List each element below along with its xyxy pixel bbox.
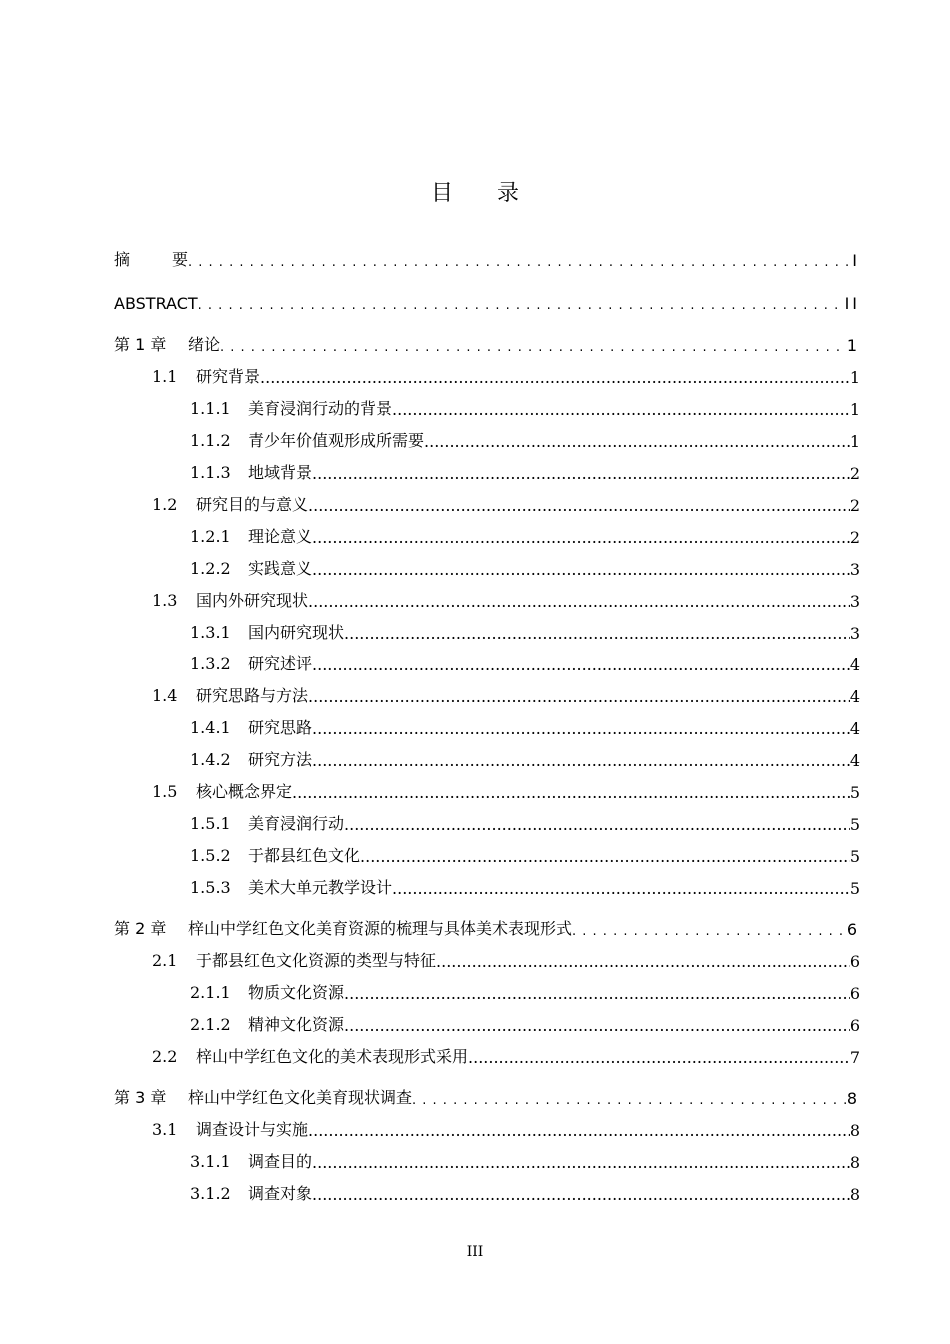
toc-entry-page: 2 — [849, 496, 860, 515]
toc-entry-title: 要 — [172, 250, 189, 269]
toc-entry-title: 核心概念界定 — [196, 782, 293, 801]
toc-entry-chapter-1[interactable] — [114, 329, 860, 355]
toc-entry-section[interactable] — [152, 1114, 860, 1140]
toc-entry-subsection[interactable] — [190, 553, 860, 579]
toc-entry-subsection[interactable] — [190, 521, 860, 547]
toc-entry-number: 1.1 — [152, 367, 178, 386]
toc-entry-number: 2.1.2 — [190, 1015, 231, 1034]
toc-entry-abstract-en[interactable] — [114, 287, 860, 313]
toc-entry-number: 第 1 章 — [114, 335, 167, 354]
toc-entry-title: 于都县红色文化 — [248, 846, 361, 865]
toc-entry-subsection[interactable] — [190, 744, 860, 770]
toc-entry-page: 8 — [849, 1121, 860, 1140]
toc-entry-number: 1.5 — [152, 782, 178, 801]
dot-leader — [312, 751, 850, 770]
toc-entry-page: 2 — [849, 464, 860, 483]
toc-entry-title: 实践意义 — [248, 559, 313, 578]
dot-leader — [436, 952, 850, 971]
toc-entry-page: 1 — [846, 336, 860, 355]
dot-leader — [344, 984, 850, 1003]
toc-entry-subsection[interactable] — [190, 1178, 860, 1204]
dot-leader — [424, 432, 850, 451]
toc-entry-number: 1.3.1 — [190, 623, 231, 642]
dot-leader — [344, 624, 850, 643]
toc-entry-title: 研究目的与意义 — [196, 495, 309, 514]
dot-leader — [392, 879, 850, 898]
toc-entry-page: 4 — [849, 751, 860, 770]
toc-entry-number: 1.5.1 — [190, 814, 231, 833]
toc-entry-section[interactable] — [152, 489, 860, 515]
dot-leader — [312, 528, 850, 547]
toc-entry-title: 调查对象 — [248, 1184, 313, 1203]
toc-entry-page: 7 — [849, 1048, 860, 1067]
toc-entry-chapter-2[interactable] — [114, 913, 860, 939]
toc-entry-page: 3 — [849, 624, 860, 643]
toc-entry-section[interactable] — [152, 361, 860, 387]
toc-entry-page: I — [852, 251, 860, 270]
dot-leader — [312, 655, 850, 674]
dot-leader — [312, 560, 850, 579]
toc-entry-abstract-cn[interactable] — [114, 244, 860, 270]
toc-entry-number: 3.1.2 — [190, 1184, 231, 1203]
dot-leader — [308, 687, 850, 706]
dot-leader — [198, 294, 845, 313]
dot-leader — [468, 1048, 850, 1067]
dot-leader — [308, 592, 850, 611]
toc-entry-title: 绪论 — [188, 335, 221, 354]
toc-entry-number: 1.5.3 — [190, 878, 231, 897]
toc-entry-page: 5 — [849, 815, 860, 834]
toc-entry-number: 1.2 — [152, 495, 178, 514]
dot-leader — [312, 1153, 850, 1172]
toc-entry-page: 4 — [849, 719, 860, 738]
toc-entry-number: 3.1 — [152, 1120, 178, 1139]
toc-entry-subsection[interactable] — [190, 1146, 860, 1172]
toc-entry-section[interactable] — [152, 1041, 860, 1067]
toc-entry-title: 国内研究现状 — [248, 623, 345, 642]
toc-entry-number: 1.4.1 — [190, 718, 231, 737]
dot-leader — [312, 1185, 850, 1204]
toc-entry-number: 1.3 — [152, 591, 178, 610]
toc-entry-section[interactable] — [152, 680, 860, 706]
toc-entry-number: 摘 — [114, 250, 131, 269]
toc-entry-section[interactable] — [152, 945, 860, 971]
toc-entry-title: 梓山中学红色文化美育现状调查 — [188, 1088, 413, 1107]
toc-entry-title: 研究背景 — [196, 367, 261, 386]
toc-entry-page: 6 — [849, 1016, 860, 1035]
toc-entry-page: 4 — [849, 655, 860, 674]
toc-entry-chapter-3[interactable] — [114, 1082, 860, 1108]
toc-entry-title: 美育浸润行动的背景 — [248, 399, 393, 418]
dot-leader — [312, 464, 850, 483]
toc-title: 目录 — [430, 181, 563, 206]
toc-entry-title: 研究思路 — [248, 718, 313, 737]
dot-leader — [312, 719, 850, 738]
toc-entry-title: 美育浸润行动 — [248, 814, 345, 833]
dot-leader — [188, 251, 852, 270]
dot-leader — [308, 496, 850, 515]
toc-entry-subsection[interactable] — [190, 977, 860, 1003]
toc-entry-title: 梓山中学红色文化美育资源的梳理与具体美术表现形式 — [188, 919, 573, 938]
toc-entry-number: 1.4 — [152, 686, 178, 705]
toc-entry-number: 1.2.2 — [190, 559, 231, 578]
toc-entry-subsection[interactable] — [190, 648, 860, 674]
toc-entry-number: 2.1.1 — [190, 983, 231, 1002]
toc-entry-subsection[interactable] — [190, 1009, 860, 1035]
dot-leader — [292, 783, 850, 802]
toc-entry-title: 青少年价值观形成所需要 — [248, 431, 425, 450]
toc-entry-number: 3.1.1 — [190, 1152, 231, 1171]
toc-entry-subsection[interactable] — [190, 712, 860, 738]
toc-entry-number: 1.5.2 — [190, 846, 231, 865]
toc-entry-number: 1.3.2 — [190, 654, 231, 673]
dot-leader — [412, 1089, 847, 1108]
toc-entry-title: 物质文化资源 — [248, 983, 345, 1002]
toc-entry-title: 国内外研究现状 — [196, 591, 309, 610]
dot-leader — [360, 847, 850, 866]
toc-entry-page: 3 — [849, 560, 860, 579]
toc-entry-page: 1 — [849, 368, 860, 387]
toc-entry-number: 第 3 章 — [114, 1088, 167, 1107]
dot-leader — [308, 1121, 850, 1140]
toc-entry-subsection[interactable] — [190, 457, 860, 483]
dot-leader — [392, 400, 850, 419]
toc-entry-subsection[interactable] — [190, 808, 860, 834]
toc-entry-title: 地域背景 — [248, 463, 313, 482]
toc-entry-title: 调查目的 — [248, 1152, 313, 1171]
toc-entry-page: 6 — [849, 952, 860, 971]
toc-entry-section[interactable] — [152, 776, 860, 802]
dot-leader — [220, 336, 847, 355]
toc-entry-subsection[interactable] — [190, 872, 860, 898]
toc-entry-page: 6 — [846, 920, 860, 939]
toc-entry-section[interactable] — [152, 585, 860, 611]
dot-leader — [572, 920, 847, 939]
toc-entry-page: 5 — [849, 879, 860, 898]
toc-entry-page: 8 — [849, 1185, 860, 1204]
toc-entry-number: 1.4.2 — [190, 750, 231, 769]
toc-entry-page: 8 — [846, 1089, 860, 1108]
toc-entry-number: 2.2 — [152, 1047, 178, 1066]
toc-entry-title: 于都县红色文化资源的类型与特征 — [196, 951, 437, 970]
dot-leader — [344, 1016, 850, 1035]
toc-entry-title: 精神文化资源 — [248, 1015, 345, 1034]
toc-entry-subsection[interactable] — [190, 617, 860, 643]
toc-entry-page: 8 — [849, 1153, 860, 1172]
toc-entry-title: 美术大单元教学设计 — [248, 878, 393, 897]
toc-entry-subsection[interactable] — [190, 425, 860, 451]
toc-entry-title: 梓山中学红色文化的美术表现形式采用 — [196, 1047, 469, 1066]
toc-entry-number: 第 2 章 — [114, 919, 167, 938]
toc-entry-page: 5 — [849, 783, 860, 802]
toc-entry-number: 2.1 — [152, 951, 178, 970]
toc-entry-title: 研究思路与方法 — [196, 686, 309, 705]
toc-entry-page: 6 — [849, 984, 860, 1003]
toc-entry-page: 2 — [849, 528, 860, 547]
toc-entry-title: ABSTRACT — [114, 294, 198, 313]
dot-leader — [260, 368, 850, 387]
toc-entry-number: 1.1.3 — [190, 463, 231, 482]
toc-entry-page: 3 — [849, 592, 860, 611]
toc-entry-subsection[interactable] — [190, 393, 860, 419]
toc-entry-number: 1.2.1 — [190, 527, 231, 546]
toc-entry-number: 1.1.2 — [190, 431, 231, 450]
toc-entry-title: 研究述评 — [248, 654, 313, 673]
toc-entry-number: 1.1.1 — [190, 399, 231, 418]
toc-entry-subsection[interactable] — [190, 840, 860, 866]
dot-leader — [344, 815, 850, 834]
toc-entry-page: 1 — [849, 432, 860, 451]
toc-entry-title: 调查设计与实施 — [196, 1120, 309, 1139]
toc-entry-title: 研究方法 — [248, 750, 313, 769]
toc-entry-page: II — [844, 294, 860, 313]
toc-entry-page: 1 — [849, 400, 860, 419]
toc-entry-page: 4 — [849, 687, 860, 706]
toc-entry-page: 5 — [849, 847, 860, 866]
page-number: III — [466, 1244, 484, 1260]
toc-entry-title: 理论意义 — [248, 527, 313, 546]
